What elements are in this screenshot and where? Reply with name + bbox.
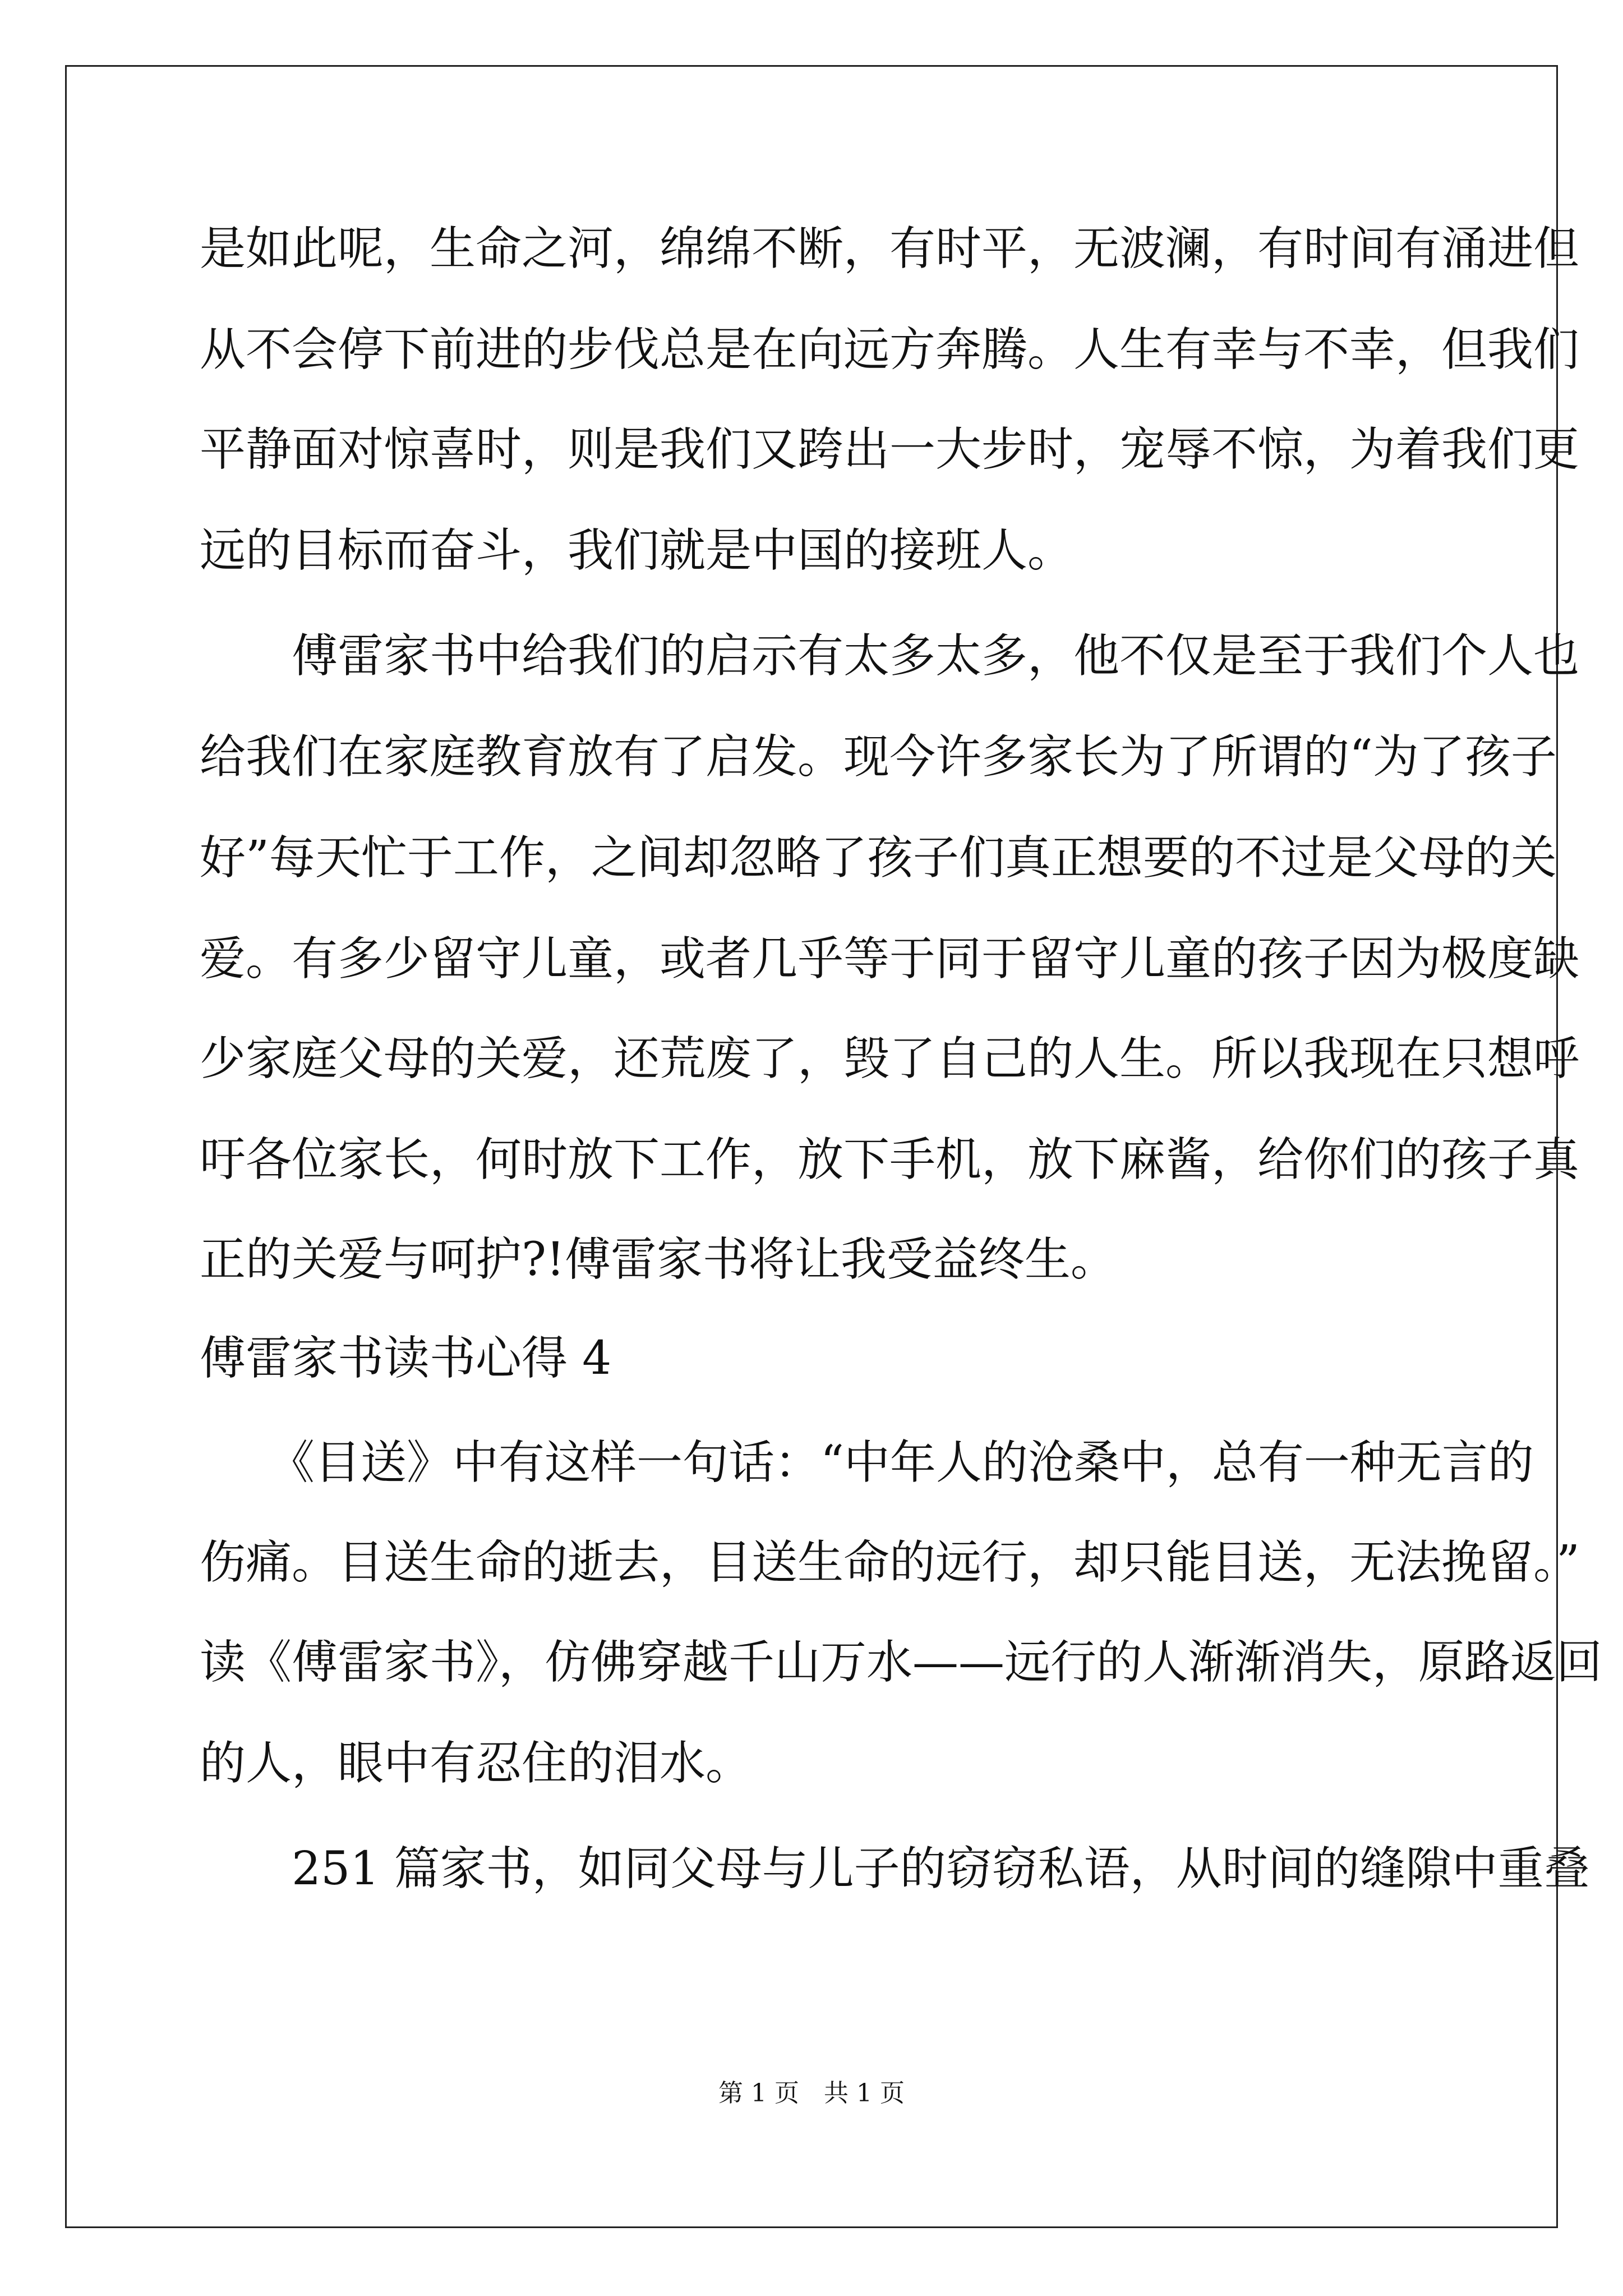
text-line: 少家庭父母的关爱，还荒废了，毁了自己的人生。所以我现在只想呼 (200, 1032, 1580, 1085)
paragraph-start-line: 傅雷家书中给我们的启示有太多太多，他不仅是至于我们个人也 (200, 629, 1580, 683)
text-line: 伤痛。目送生命的逝去，目送生命的远行，却只能目送，无法挽留。” (200, 1536, 1580, 1589)
text-line: 好”每天忙于工作，之间却忽略了孩子们真正想要的不过是父母的关 (200, 831, 1557, 885)
text-line: 是如此呢，生命之河，绵绵不断，有时平，无波澜，有时间有涌进但 (200, 222, 1580, 275)
page-footer: 第 1 页 共 1 页 (718, 2079, 905, 2108)
text-line: 正的关爱与呵护?!傅雷家书将让我受益终生。 (200, 1233, 1117, 1286)
text-line: 平静面对惊喜时，则是我们又跨出一大步时，宠辱不惊，为着我们更 (200, 423, 1580, 476)
paragraph-start-line: 《目送》中有这样一句话：“中年人的沧桑中，总有一种无言的 (200, 1436, 1534, 1489)
text-line: 给我们在家庭教育放有了启发。现今许多家长为了所谓的“为了孩子 (200, 730, 1557, 784)
text-line: 读《傅雷家书》，仿佛穿越千山万水——远行的人渐渐消失，原路返回 (200, 1636, 1603, 1689)
paragraph-start-line: 251 篇家书，如同父母与儿子的窃窃私语，从时间的缝隙中重叠 (200, 1842, 1590, 1895)
text-line: 远的目标而奋斗，我们就是中国的接班人。 (200, 524, 1074, 577)
text-line: 从不会停下前进的步伐总是在向远方奔腾。人生有幸与不幸，但我们 (200, 323, 1580, 376)
text-line: 爱。有多少留守儿童，或者几乎等于同于留守儿童的孩子因为极度缺 (200, 932, 1580, 986)
text-line: 吁各位家长，何时放下工作，放下手机，放下麻酱，给你们的孩子真 (200, 1133, 1580, 1186)
section-heading: 傅雷家书读书心得 4 (200, 1332, 612, 1385)
text-line: 的人，眼中有忍住的泪水。 (200, 1737, 752, 1790)
